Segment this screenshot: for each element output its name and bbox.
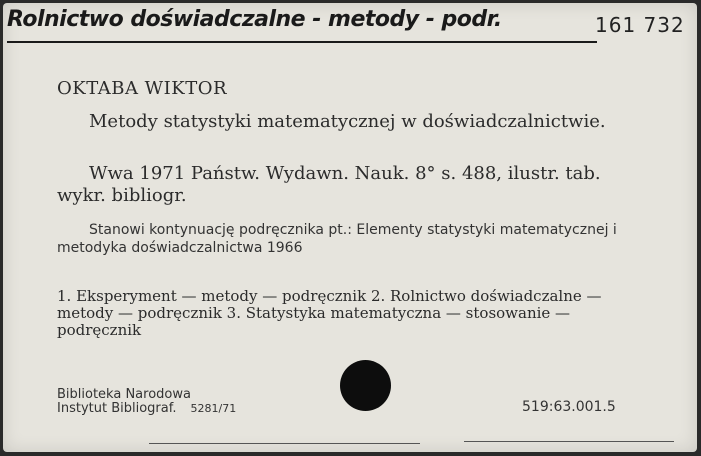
bottom-rule-right: [464, 441, 674, 442]
library-name: Biblioteka Narodowa: [57, 387, 191, 402]
imprint-details: Wwa 1971 Państw. Wydawn. Nauk. 8° s. 488, ilustr. tab. wykr. bibliogr.: [57, 163, 601, 206]
subject-list: 1. Eksperyment — metody — podręcznik 2. Rolnictwo doświadczalne — metody — podręcznik 3. Statystyka matematyczna — stosowanie — podręcznik: [57, 287, 602, 339]
classification-number: 519:63.001.5: [522, 399, 616, 415]
library-stamp: [57, 388, 236, 416]
author-name: OKTABA WIKTOR: [57, 78, 228, 99]
book-title: Metody statystyki matematycznej w doświadczalnictwie.: [89, 111, 606, 132]
bottom-rule-left: [149, 443, 420, 444]
library-code: 5281/71: [190, 402, 237, 415]
call-number: 161 732: [595, 13, 685, 37]
institute-name: Instytut Bibliograf.: [57, 401, 177, 416]
catalog-card: [3, 3, 697, 452]
subject-heading: Rolnictwo doświadczalne - metody - podr.: [7, 7, 502, 32]
heading-underline: [7, 41, 597, 43]
punch-hole: [340, 360, 391, 411]
bibliographic-note: Stanowi kontynuację podręcznika pt.: Elementy statystyki matematycznej i metodyka doświadczalnictwa 1966: [57, 222, 617, 256]
